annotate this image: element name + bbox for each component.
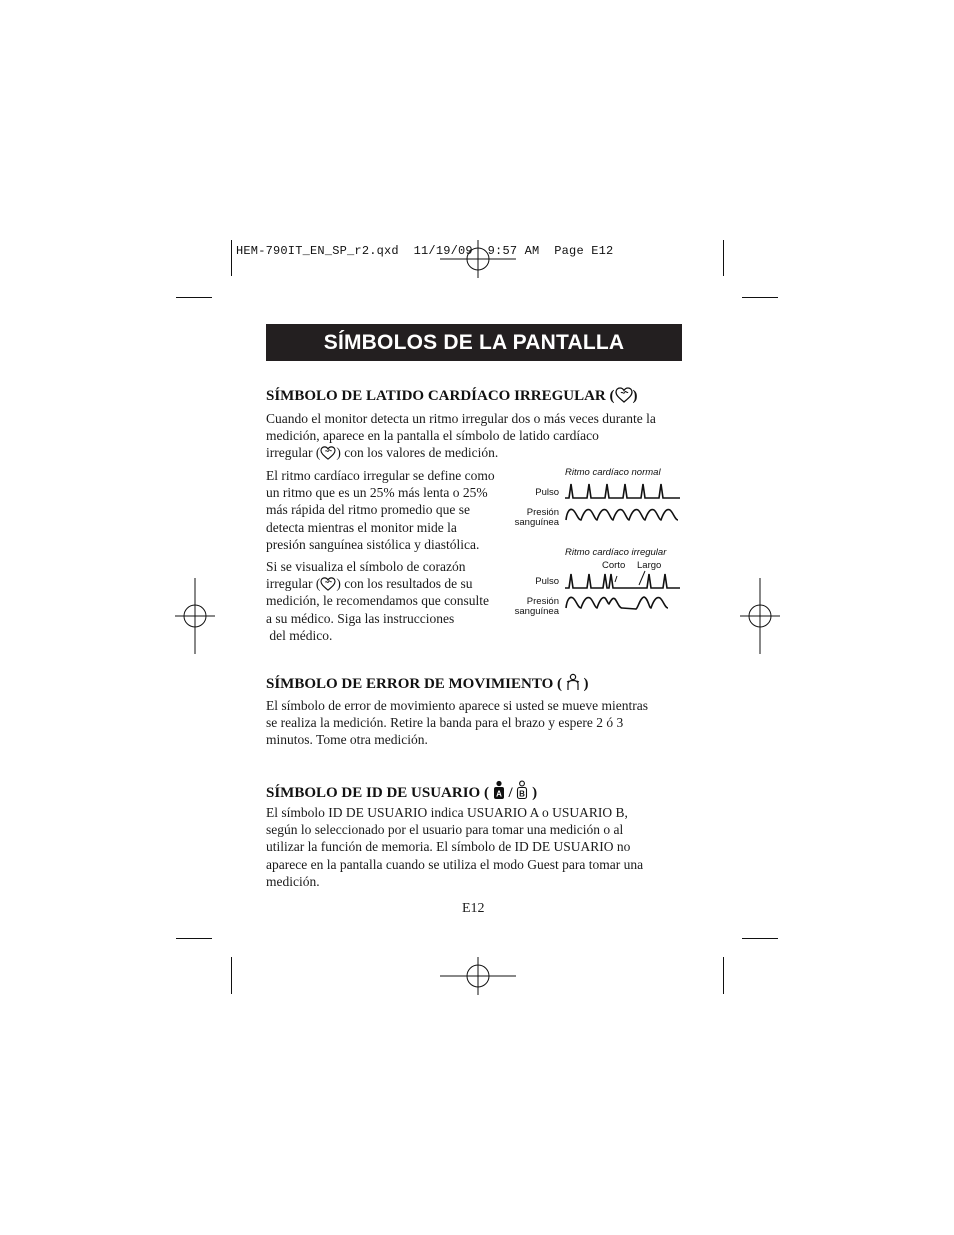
irregular-heartbeat-icon xyxy=(320,577,336,591)
svg-text:B: B xyxy=(519,789,526,799)
irregular-definition-paragraph: El ritmo cardíaco irregular se define como un ritmo que es un 25% más lenta o 25% más rápida del ritmo promedio que se detecta mientras el monitor mide la presión sanguínea sistólica y diastólica. xyxy=(266,468,495,552)
irregular-pulse-wave xyxy=(565,574,680,588)
long-interval-label: Largo xyxy=(637,560,662,571)
user-a-icon xyxy=(493,780,505,800)
normal-rhythm-caption: Ritmo cardíaco normal xyxy=(565,467,661,478)
irregular-intro-paragraph: Cuando el monitor detecta un ritmo irregular dos o más veces durante la medición, aparece en la pantalla el símbolo de latido cardíaco irregular ( ) con los valores de medición. xyxy=(266,411,656,461)
irregular-pressure-wave xyxy=(566,597,668,609)
long-interval-pointer xyxy=(639,571,645,585)
normal-pressure-label: Presión sanguínea xyxy=(514,507,559,528)
print-slug: HEM-790IT_EN_SP_r2.qxd 11/19/09 9:57 AM Page E12 xyxy=(236,244,614,258)
short-interval-label: Corto xyxy=(602,560,626,571)
irregular-pressure-label: Presión sanguínea xyxy=(514,596,559,617)
normal-pressure-wave xyxy=(566,509,678,520)
user-b-icon xyxy=(516,780,528,800)
registration-mark-top xyxy=(440,240,516,278)
page-title: SÍMBOLOS DE LA PANTALLA xyxy=(323,330,625,354)
movement-error-heading: SÍMBOLO DE ERROR DE MOVIMIENTO ( ) xyxy=(266,673,589,693)
irregular-heartbeat-icon xyxy=(320,446,336,460)
normal-rhythm-waveforms xyxy=(564,480,682,524)
irregular-heartbeat-heading: SÍMBOLO DE LATIDO CARDÍACO IRREGULAR ( ) xyxy=(266,388,638,404)
registration-mark-bottom xyxy=(440,957,516,995)
irregular-recommendation-paragraph: Si se visualiza el símbolo de corazón irregular ( ) con los resultados de su medición, le recomendamos que consulte a su médico. Siga las instrucciones del médico. xyxy=(266,559,490,643)
registration-mark-right xyxy=(740,578,780,654)
user-id-heading: SÍMBOLO DE ID DE USUARIO ( A / B ) xyxy=(266,780,537,802)
movement-error-paragraph: El símbolo de error de movimiento aparece si usted se mueve mientras se realiza la medición. Retire la banda para el brazo y espere 2 ó 3 minutos. Tome otra medición. xyxy=(266,698,649,748)
movement-error-icon xyxy=(566,673,580,691)
page-title-bar xyxy=(266,324,682,361)
irregular-rhythm-caption: Ritmo cardíaco irregular xyxy=(565,547,667,558)
svg-text:A: A xyxy=(495,789,502,799)
normal-pulse-wave xyxy=(565,484,680,498)
irregular-rhythm-waveforms xyxy=(564,568,682,614)
user-id-paragraph: El símbolo ID DE USUARIO indica USUARIO A o USUARIO B, según lo seleccionado por el usuario para tomar una medición o al utilizar la función de memoria. El símbolo de ID DE USUARIO no aparece en la pantalla cuando se utiliza el modo Guest para tomar una medición. xyxy=(266,805,644,889)
normal-pulse-label: Pulso xyxy=(535,487,559,498)
irregular-heartbeat-icon xyxy=(615,387,633,403)
short-interval-pointer xyxy=(615,576,617,582)
registration-mark-left xyxy=(175,578,215,654)
page-number: E12 xyxy=(462,901,485,916)
irregular-pulse-label: Pulso xyxy=(535,576,559,587)
